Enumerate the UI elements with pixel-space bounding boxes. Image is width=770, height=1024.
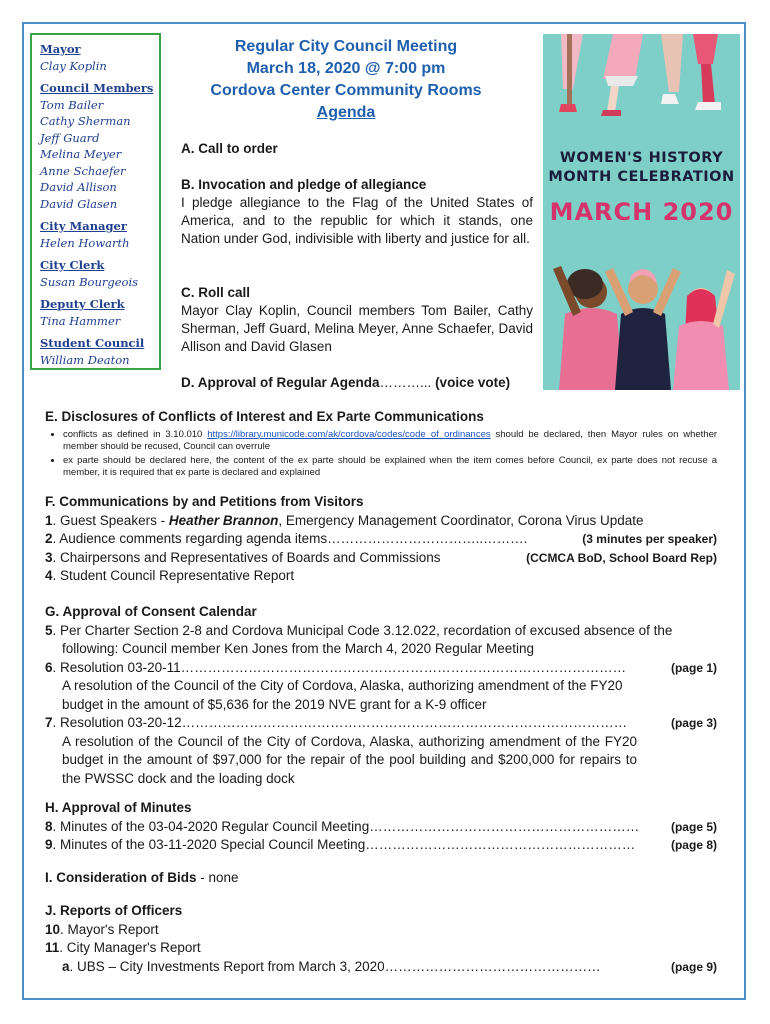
item-text: . UBS – City Investments Report from March 3, 2020………………………………………… bbox=[69, 958, 601, 974]
item-note: (3 minutes per speaker) bbox=[582, 532, 717, 546]
bullet-text: should be declared, then Mayor rules on whether member should be recused, Council can overrule bbox=[63, 428, 718, 452]
list-item bbox=[45, 549, 717, 568]
section-suffix: - none bbox=[196, 870, 239, 885]
official-name: Anne Schaefer bbox=[40, 163, 126, 178]
disclosure-bullets bbox=[45, 429, 717, 479]
item-number: 5 bbox=[45, 622, 53, 638]
official-title: City Manager bbox=[40, 219, 127, 233]
section-heading: G. Approval of Consent Calendar bbox=[45, 604, 257, 619]
official-group-council bbox=[40, 80, 159, 212]
item-number: 1 bbox=[45, 512, 53, 528]
official-group-deputy-clerk bbox=[40, 296, 159, 329]
meeting-location: Cordova Center Community Rooms bbox=[210, 82, 482, 99]
item-number: 6 bbox=[45, 659, 53, 675]
section-f bbox=[45, 493, 717, 586]
poster-title-line1: WOMEN'S HISTORY bbox=[559, 150, 724, 166]
official-name: Helen Howarth bbox=[40, 235, 130, 250]
item-text: . Per Charter Section 2-8 and Cordova Municipal Code 3.12.022, recordation of excused absence of the following: Council member Ken Jones from the March 4, 2020 Regular Meeting bbox=[52, 622, 673, 656]
official-name: William Deaton bbox=[40, 352, 130, 367]
section-heading: A. Call to order bbox=[181, 141, 278, 156]
section-heading: I. Consideration of Bids bbox=[45, 870, 197, 885]
list-item bbox=[45, 659, 717, 678]
official-name: Cathy Sherman bbox=[40, 114, 131, 128]
list-item bbox=[45, 836, 717, 855]
poster-title-line3: MARCH 2020 bbox=[549, 198, 734, 226]
item-text: . Student Council Representative Report bbox=[52, 568, 295, 583]
official-title: Deputy Clerk bbox=[40, 297, 125, 311]
resolution-description: A resolution of the Council of the City of Cordova, Alaska, authorizing amendment of the FY20 budget in the amount of $97,000 for the repair of the pool building and $200,000 for repairs to the PWSSC dock and the loading dock bbox=[62, 733, 637, 786]
official-title: Council Members bbox=[40, 81, 154, 95]
item-note: (CCMCA BoD, School Board Rep) bbox=[526, 550, 717, 565]
section-heading: J. Reports of Officers bbox=[45, 903, 183, 918]
speaker-name: Heather Brannon bbox=[168, 512, 279, 528]
official-group-manager bbox=[40, 218, 159, 251]
bullet-text: conflicts as defined in 3.10.010 bbox=[63, 428, 203, 440]
section-heading: E. Disclosures of Conflicts of Interest and Ex Parte Communications bbox=[45, 409, 484, 424]
item-text: . City Manager's Report bbox=[59, 940, 201, 955]
list-item bbox=[63, 429, 717, 453]
item-number: 10 bbox=[45, 921, 61, 937]
official-title: Mayor bbox=[40, 42, 81, 56]
item-text: . Chairpersons and Representatives of Boards and Commissions bbox=[52, 549, 441, 565]
official-name: Melina Meyer bbox=[40, 147, 122, 161]
page-reference: (page 8) bbox=[670, 838, 717, 852]
official-name: Jeff Guard bbox=[40, 130, 100, 145]
section-d bbox=[181, 374, 533, 392]
list-item bbox=[45, 939, 717, 958]
official-name: David Glasen bbox=[40, 196, 118, 211]
official-group-student bbox=[40, 335, 159, 368]
item-number: 4 bbox=[45, 568, 53, 583]
list-item bbox=[45, 530, 717, 549]
item-number: 9 bbox=[45, 837, 53, 852]
official-group-mayor bbox=[40, 41, 159, 74]
pledge-text: I pledge allegiance to the Flag of the United States of America, and to the republic for which it stands, one Nation under God, indivisible with liberty and justice for all. bbox=[181, 195, 533, 246]
official-group-clerk bbox=[40, 257, 159, 290]
item-number: a bbox=[62, 958, 70, 974]
section-heading: D. Approval of Regular Agenda bbox=[181, 375, 380, 390]
list-item bbox=[45, 818, 717, 837]
roll-call-text: Mayor Clay Koplin, Council members Tom Bailer, Cathy Sherman, Jeff Guard, Melina Meyer, Anne Schaefer, David Allison and David Glasen bbox=[181, 303, 533, 354]
item-text: . Guest Speakers - bbox=[52, 512, 169, 528]
officials-box bbox=[30, 33, 161, 370]
page-reference: (page 1) bbox=[670, 660, 717, 675]
meeting-date: March 18, 2020 @ 7:00 pm bbox=[246, 60, 446, 77]
vote-note: (voice vote) bbox=[435, 375, 511, 390]
municode-link[interactable]: https://library.municode.com/ak/cordova/codes/code_of_ordinances bbox=[207, 428, 491, 440]
section-h bbox=[45, 799, 717, 855]
official-title: Student Council bbox=[40, 336, 145, 350]
item-text: , Emergency Management Coordinator, Corona Virus Update bbox=[278, 512, 644, 528]
meeting-title: Regular City Council Meeting bbox=[234, 38, 458, 55]
official-name: Clay Koplin bbox=[40, 58, 107, 73]
section-e bbox=[45, 408, 717, 481]
official-name: Tom Bailer bbox=[40, 97, 104, 112]
item-text: . Resolution 03-20-12……………………………………………………………………………………… bbox=[52, 715, 628, 730]
item-text: . Mayor's Report bbox=[60, 921, 159, 937]
page-reference: (page 9) bbox=[670, 959, 717, 974]
meeting-header bbox=[170, 36, 522, 124]
section-b bbox=[181, 176, 533, 248]
list-item bbox=[45, 567, 717, 586]
page-reference: (page 3) bbox=[670, 716, 717, 730]
list-item bbox=[45, 622, 717, 659]
item-number: 2 bbox=[45, 531, 53, 546]
section-j bbox=[45, 902, 717, 976]
item-text: . Audience comments regarding agenda items……………………………..………. bbox=[52, 531, 528, 546]
item-text: . Minutes of the 03-11-2020 Special Council Meeting…………………………………………………… bbox=[52, 837, 636, 852]
list-item bbox=[45, 958, 717, 977]
list-item bbox=[45, 512, 717, 531]
item-number: 7 bbox=[45, 715, 53, 730]
page-reference: (page 5) bbox=[670, 819, 717, 834]
official-name: Tina Hammer bbox=[40, 313, 121, 328]
leader-dots: ………... bbox=[379, 375, 432, 390]
item-number: 11 bbox=[45, 940, 60, 955]
item-text: . Resolution 03-20-11……………………………………………………………………………………… bbox=[52, 659, 627, 675]
section-a bbox=[181, 140, 533, 158]
official-name: David Allison bbox=[40, 180, 117, 194]
section-heading: H. Approval of Minutes bbox=[45, 800, 192, 815]
list-item bbox=[45, 921, 717, 940]
section-g bbox=[45, 603, 717, 788]
official-name: Susan Bourgeois bbox=[40, 274, 139, 289]
resolution-description: A resolution of the Council of the City of Cordova, Alaska, authorizing amendment of the FY20 budget in the amount of $5,636 for the 2019 NVE grant for a K-9 officer bbox=[62, 678, 623, 712]
section-heading: F. Communications by and Petitions from Visitors bbox=[45, 494, 364, 509]
section-heading: B. Invocation and pledge of allegiance bbox=[181, 177, 427, 192]
list-item bbox=[45, 714, 717, 733]
item-number: 3 bbox=[45, 549, 53, 565]
section-heading: C. Roll call bbox=[181, 285, 251, 300]
official-title: City Clerk bbox=[40, 258, 105, 272]
agenda-heading: Agenda bbox=[316, 104, 376, 121]
womens-history-poster bbox=[543, 34, 740, 390]
poster-title-line2: MONTH CELEBRATION bbox=[548, 169, 735, 185]
item-text: . Minutes of the 03-04-2020 Regular Council Meeting…………………………………………………… bbox=[52, 818, 640, 834]
list-item: • ex parte should be declared here, the content of the ex parte should be explained when the item comes before Council, ex parte does not recuse a member, it is required that ex parte is declared and explained bbox=[63, 455, 717, 479]
section-i bbox=[45, 869, 717, 888]
item-number: 8 bbox=[45, 818, 53, 834]
section-c bbox=[181, 284, 533, 356]
